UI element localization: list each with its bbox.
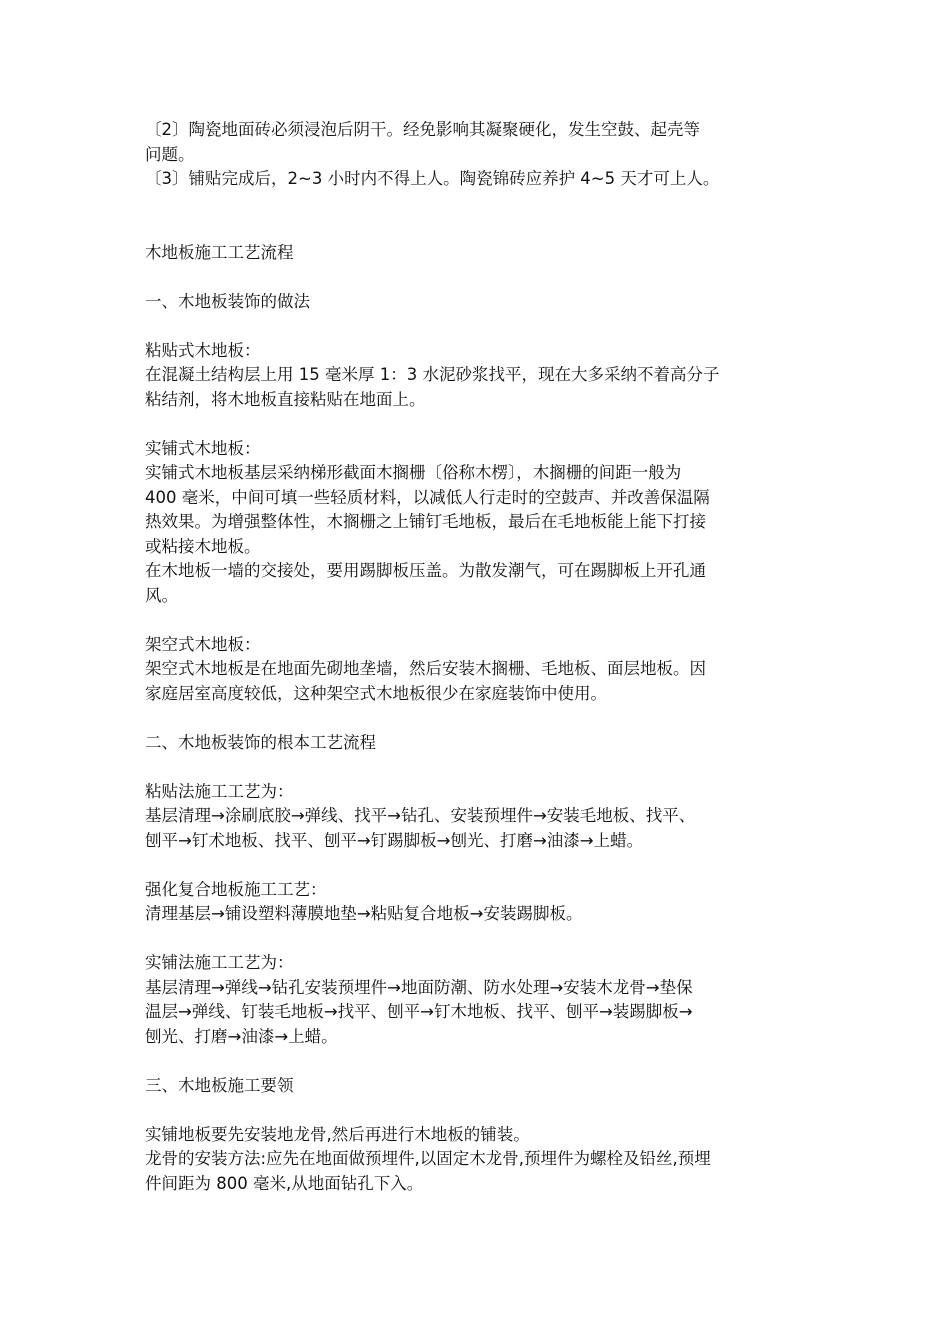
laminate-process-title: 强化复合地板施工工艺： xyxy=(145,879,327,899)
key-points-text-3: 件间距为 800 毫米,从地面钻孔下入。 xyxy=(145,1173,424,1193)
laminate-process-text-1: 清理基层→铺设塑料薄膜地垫→粘贴复合地板→安装踢脚板。 xyxy=(145,904,583,923)
intro-line-3: 〔3〕铺贴完成后，2~3 小时内不得上人。陶瓷锦砖应养护 4~5 天才可上人。 xyxy=(145,169,720,188)
paste-process-text-2: 刨平→钉术地板、找平、刨平→钉踢脚板→刨光、打磨→油漆→上蜡。 xyxy=(145,830,644,850)
section-2-heading: 二、木地板装饰的根本工艺流程 xyxy=(145,732,376,752)
paste-process-text-1: 基层清理→涂刷底胶→弹线、找平→钻孔、安装预埋件→安装毛地板、找平、 xyxy=(145,806,696,825)
spacer xyxy=(145,1098,810,1123)
intro-line-2: 问题。 xyxy=(145,144,195,164)
solid-floor-text-6: 风。 xyxy=(145,585,178,605)
spacer xyxy=(145,314,810,339)
document-body xyxy=(145,118,810,1196)
paste-floor-text-1: 在混凝土结构层上用 15 毫米厚 1：3 水泥砂浆找平，现在大多采纳不着高分子 xyxy=(145,365,720,384)
solid-floor-text-5: 在木地板一墙的交接处，要用踢脚板压盖。为散发潮气，可在踢脚板上开孔通 xyxy=(145,561,706,580)
raised-floor-title: 架空式木地板： xyxy=(145,634,261,654)
solid-floor-title: 实铺式木地板： xyxy=(145,438,261,458)
solid-floor-text-3: 热效果。为增强整体性，木搁栅之上铺钉毛地板，最后在毛地板能上能下打接 xyxy=(145,512,706,531)
solid-process-text-2: 温层→弹线、钉装毛地板→找平、刨平→钉木地板、找平、刨平→装踢脚板→ xyxy=(145,1002,693,1021)
spacer xyxy=(145,608,810,633)
solid-process-text-3: 刨光、打磨→油漆→上蜡。 xyxy=(145,1026,338,1046)
solid-process-title: 实铺法施工工艺为： xyxy=(145,953,294,972)
paste-floor-text-2: 粘结剂，将木地板直接粘贴在地面上。 xyxy=(145,389,426,409)
solid-floor-text-2: 400 毫米，中间可填一些轻质材料，以减低人行走时的空鼓声、并改善保温隔 xyxy=(145,487,710,507)
key-points-text-1: 实铺地板要先安装地龙骨,然后再进行木地板的铺装。 xyxy=(145,1124,530,1144)
section-1-heading: 一、木地板装饰的做法 xyxy=(145,291,310,311)
spacer xyxy=(145,412,810,437)
solid-floor-text-1: 实铺式木地板基层采纳梯形截面木搁栅〔俗称木楞〕，木搁栅的间距一般为 xyxy=(145,463,682,482)
raised-floor-text-2: 家庭居室高度较低，这种架空式木地板很少在家庭装饰中使用。 xyxy=(145,683,607,703)
spacer xyxy=(145,755,810,780)
solid-floor-text-4: 或粘接木地板。 xyxy=(145,536,261,556)
doc-title: 木地板施工工艺流程 xyxy=(145,242,294,262)
paste-process-title: 粘贴法施工工艺为： xyxy=(145,781,294,801)
intro-line-1: 〔2〕陶瓷地面砖必须浸泡后阴干。经免影响其凝聚硬化，发生空鼓、起壳等 xyxy=(145,120,700,139)
spacer xyxy=(145,927,810,952)
solid-process-text-1: 基层清理→弹线→钻孔安装预埋件→地面防潮、防水处理→安装木龙骨→垫保 xyxy=(145,977,693,997)
spacer xyxy=(145,706,810,731)
spacer xyxy=(145,1049,810,1074)
spacer xyxy=(145,192,810,241)
raised-floor-text-1: 架空式木地板是在地面先砌地垄墙，然后安装木搁栅、毛地板、面层地板。因 xyxy=(145,659,706,678)
section-3-heading: 三、木地板施工要领 xyxy=(145,1075,294,1095)
paste-floor-title: 粘贴式木地板： xyxy=(145,340,261,360)
key-points-text-2: 龙骨的安装方法:应先在地面做预埋件,以固定木龙骨,预埋件为螺栓及铅丝,预埋 xyxy=(145,1149,711,1168)
spacer xyxy=(145,853,810,878)
spacer xyxy=(145,265,810,290)
